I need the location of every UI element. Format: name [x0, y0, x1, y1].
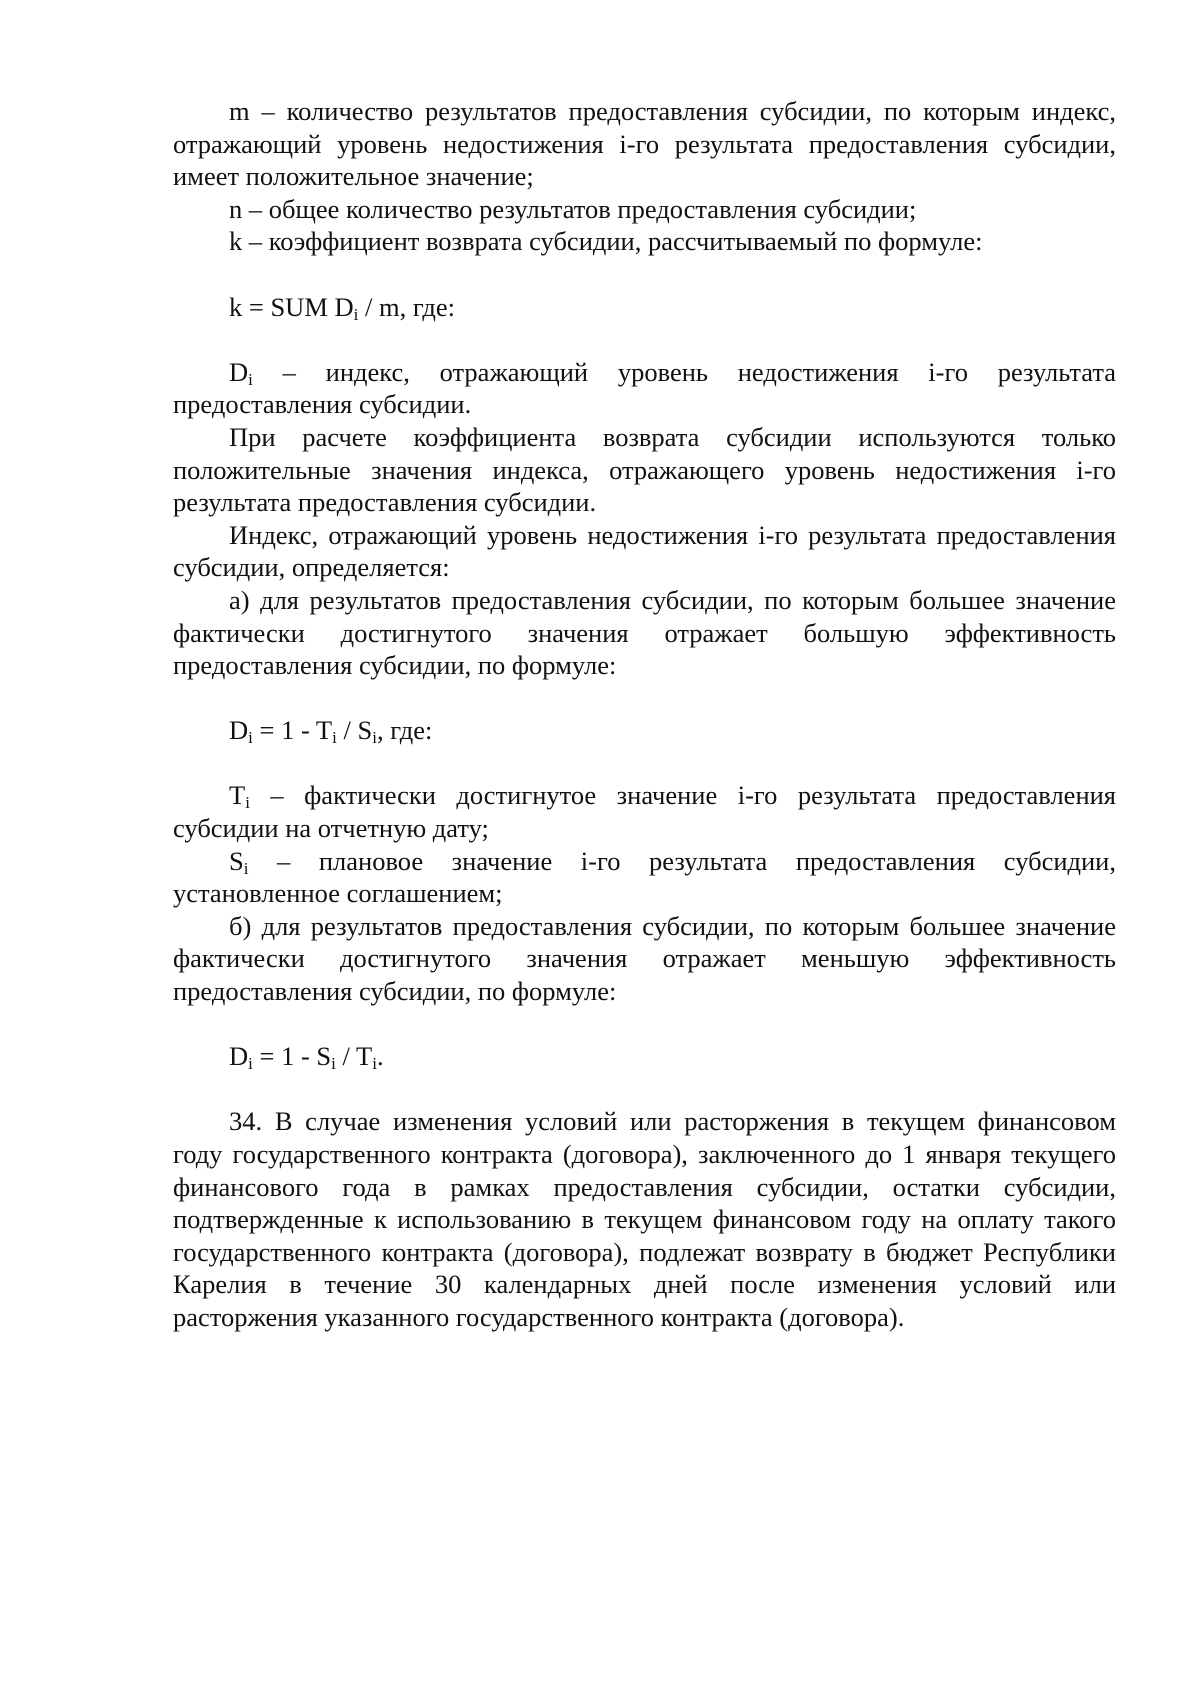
di-text: – индекс, отражающий уровень недостижения i-го результата предоставления субсидии.: [173, 356, 1116, 420]
formula-a: [173, 714, 1116, 747]
paragraph-si-definition: [173, 845, 1116, 910]
formula-b-part-b: = 1 - S: [252, 1041, 332, 1072]
paragraph-positive-values: При расчете коэффициента возврата субсидии используются только положительные значения индекса, отражающего уровень недостижения i-го результата предоставления субсидии.: [173, 421, 1116, 518]
formula-b-sub-2: i: [331, 1054, 336, 1074]
formula-a-part-a: D: [229, 715, 249, 746]
formula-a-sub-3: i: [372, 728, 377, 748]
formula-k-part-a: k = SUM D: [229, 291, 354, 322]
paragraph-case-a: а) для результатов предоставления субсидии, по которым большее значение фактически достигнутого значения отражает большую эффективность предоставления субсидии, по формуле:: [173, 584, 1116, 681]
paragraph-n-definition: n – общее количество результатов предоставления субсидии;: [229, 193, 917, 224]
ti-text: – фактически достигнутое значение i-го результата предоставления субсидии на отчетную дату;: [173, 780, 1116, 844]
si-symbol: S: [229, 845, 244, 876]
paragraph-ti-definition: [173, 779, 1116, 844]
paragraph-k-definition: k – коэффициент возврата субсидии, рассчитываемый по формуле:: [229, 226, 983, 257]
paragraph-di-definition: [173, 356, 1116, 421]
formula-a-sub-1: i: [248, 728, 253, 748]
si-text: – плановое значение i-го результата предоставления субсидии, установленное соглашением;: [173, 845, 1116, 909]
formula-k-part-b: / m, где:: [358, 291, 456, 322]
formula-a-sub-2: i: [332, 728, 337, 748]
di-subscript: i: [248, 369, 253, 389]
formula-a-part-d: , где:: [376, 715, 433, 746]
document-page: [173, 95, 1116, 1334]
formula-b-part-d: .: [376, 1041, 384, 1072]
paragraph-34: 34. В случае изменения условий или расторжения в текущем финансовом году государственного контракта (договора), заключенного до 1 января текущего финансового года в рамках предоставления субсидии, остатки субсидии, подтвержденные к использованию в текущем финансовом году на оплату такого государственного контракта (договора), подлежат возврату в бюджет Республики Карелия в течение 30 календарных дней после изменения условий или расторжения указанного государственного контракта (договора).: [173, 1106, 1116, 1332]
paragraph-m-definition: m – количество результатов предоставления субсидии, по которым индекс, отражающий уровень недостижения i-го результата предоставления субсидии, имеет положительное значение;: [173, 96, 1116, 192]
formula-k-subscript: i: [353, 304, 359, 324]
formula-b-part-c: / T: [335, 1041, 373, 1072]
paragraph-index-determined: Индекс, отражающий уровень недостижения i-го результата предоставления субсидии, определяется:: [173, 519, 1116, 583]
formula-a-part-c: / S: [336, 715, 373, 746]
formula-k: [173, 291, 1116, 324]
formula-b: [173, 1040, 1116, 1073]
ti-subscript: i: [245, 793, 250, 813]
si-subscript: i: [243, 858, 249, 878]
formula-b-sub-3: i: [372, 1054, 377, 1074]
ti-symbol: T: [229, 780, 246, 811]
di-symbol: D: [229, 356, 249, 387]
formula-b-part-a: D: [229, 1041, 249, 1072]
formula-a-part-b: = 1 - T: [252, 715, 333, 746]
paragraph-case-b: б) для результатов предоставления субсидии, по которым большее значение фактически достигнутого значения отражает меньшую эффективность предоставления субсидии, по формуле:: [173, 910, 1116, 1007]
formula-b-sub-1: i: [248, 1054, 253, 1074]
